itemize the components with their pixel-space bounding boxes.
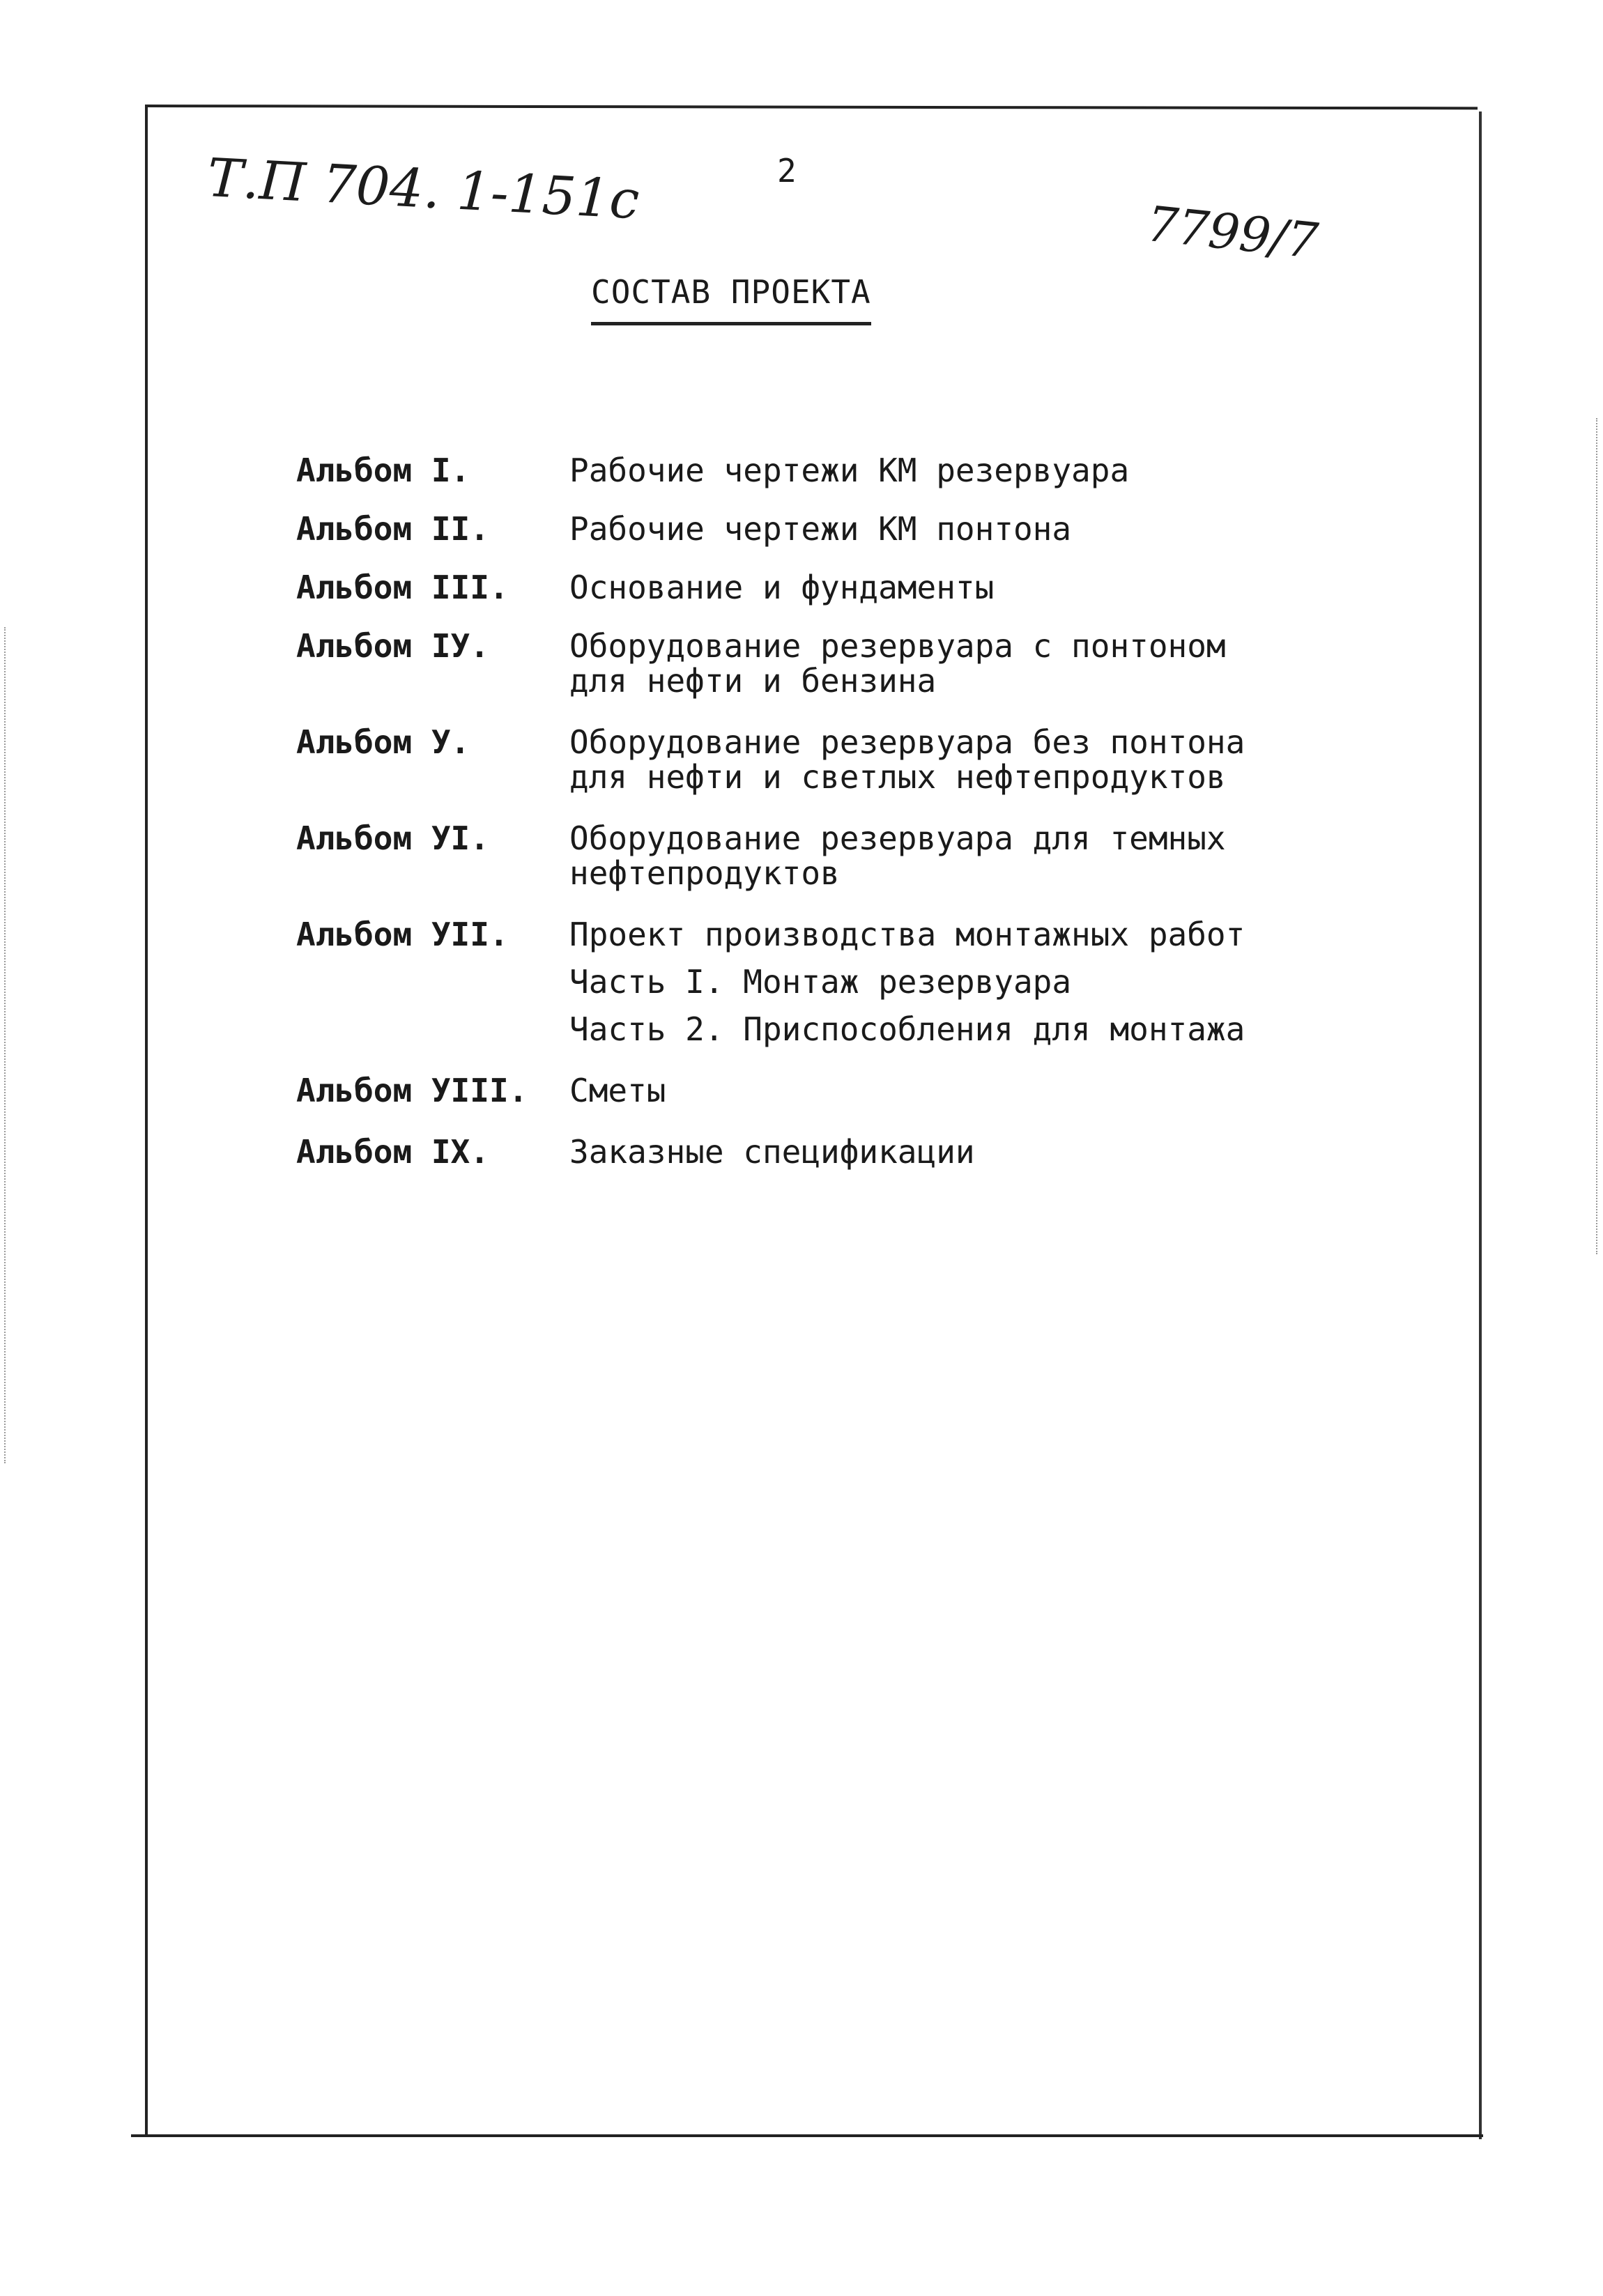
description-line: нефтепродуктов [569, 854, 840, 892]
album-label: Альбом IУ. [296, 627, 489, 665]
description-line: Часть 2. Приспособления для монтажа [569, 1010, 1245, 1048]
description-line: Часть I. Монтаж резервуара [569, 963, 1072, 1001]
description-line: Сметы [569, 1072, 666, 1109]
album-label: Альбом УIII. [296, 1072, 528, 1109]
description-line: Оборудование резервуара для темных [569, 819, 1226, 857]
scan-edge-right [1596, 418, 1597, 1254]
album-label: Альбом У. [296, 723, 470, 761]
list-item [296, 511, 1481, 546]
list-item [296, 917, 1481, 1047]
frame-left-line [145, 105, 148, 2136]
description-line: Оборудование резервуара без понтона [569, 723, 1245, 761]
list-item [296, 570, 1481, 605]
description-line: Рабочие чертежи КМ понтона [569, 510, 1072, 548]
album-label: Альбом IX. [296, 1133, 489, 1171]
album-description [569, 917, 1481, 1047]
description-line: для нефти и светлых нефтепродуктов [569, 758, 1226, 796]
list-item [296, 1073, 1481, 1108]
description-line: Рабочие чертежи КМ резервуара [569, 452, 1130, 489]
album-description [569, 725, 1481, 794]
list-item [296, 725, 1481, 794]
page-number: 2 [777, 152, 797, 190]
album-description [569, 1134, 1481, 1169]
album-description [569, 453, 1481, 488]
album-label: Альбом УI. [296, 819, 489, 857]
album-description [569, 1073, 1481, 1108]
description-line: Проект производства монтажных работ [569, 916, 1245, 953]
list-item [296, 1134, 1481, 1169]
list-item [296, 629, 1481, 698]
description-line: для нефти и бензина [569, 662, 937, 700]
list-item [296, 453, 1481, 488]
description-line: Оборудование резервуара с понтоном [569, 627, 1226, 665]
document-title: СОСТАВ ПРОЕКТА [591, 273, 871, 325]
description-line: Заказные спецификации [569, 1133, 975, 1171]
handwritten-document-code: Т.П 704. 1-151с [206, 146, 641, 231]
contents-list [296, 446, 1481, 1169]
frame-top-line [146, 105, 1478, 109]
handwritten-inventory-number: 7799/7 [1144, 195, 1321, 270]
album-label: Альбом II. [296, 510, 489, 548]
album-description [569, 629, 1481, 698]
description-line: Основание и фундаменты [569, 569, 995, 606]
album-description [569, 570, 1481, 605]
frame-bottom-line [131, 2134, 1483, 2137]
album-label: Альбом УII. [296, 916, 509, 953]
album-label: Альбом III. [296, 569, 509, 606]
list-item [296, 821, 1481, 891]
scan-edge-left [4, 627, 6, 1463]
album-description [569, 821, 1481, 891]
album-description [569, 511, 1481, 546]
album-label: Альбом I. [296, 452, 470, 489]
